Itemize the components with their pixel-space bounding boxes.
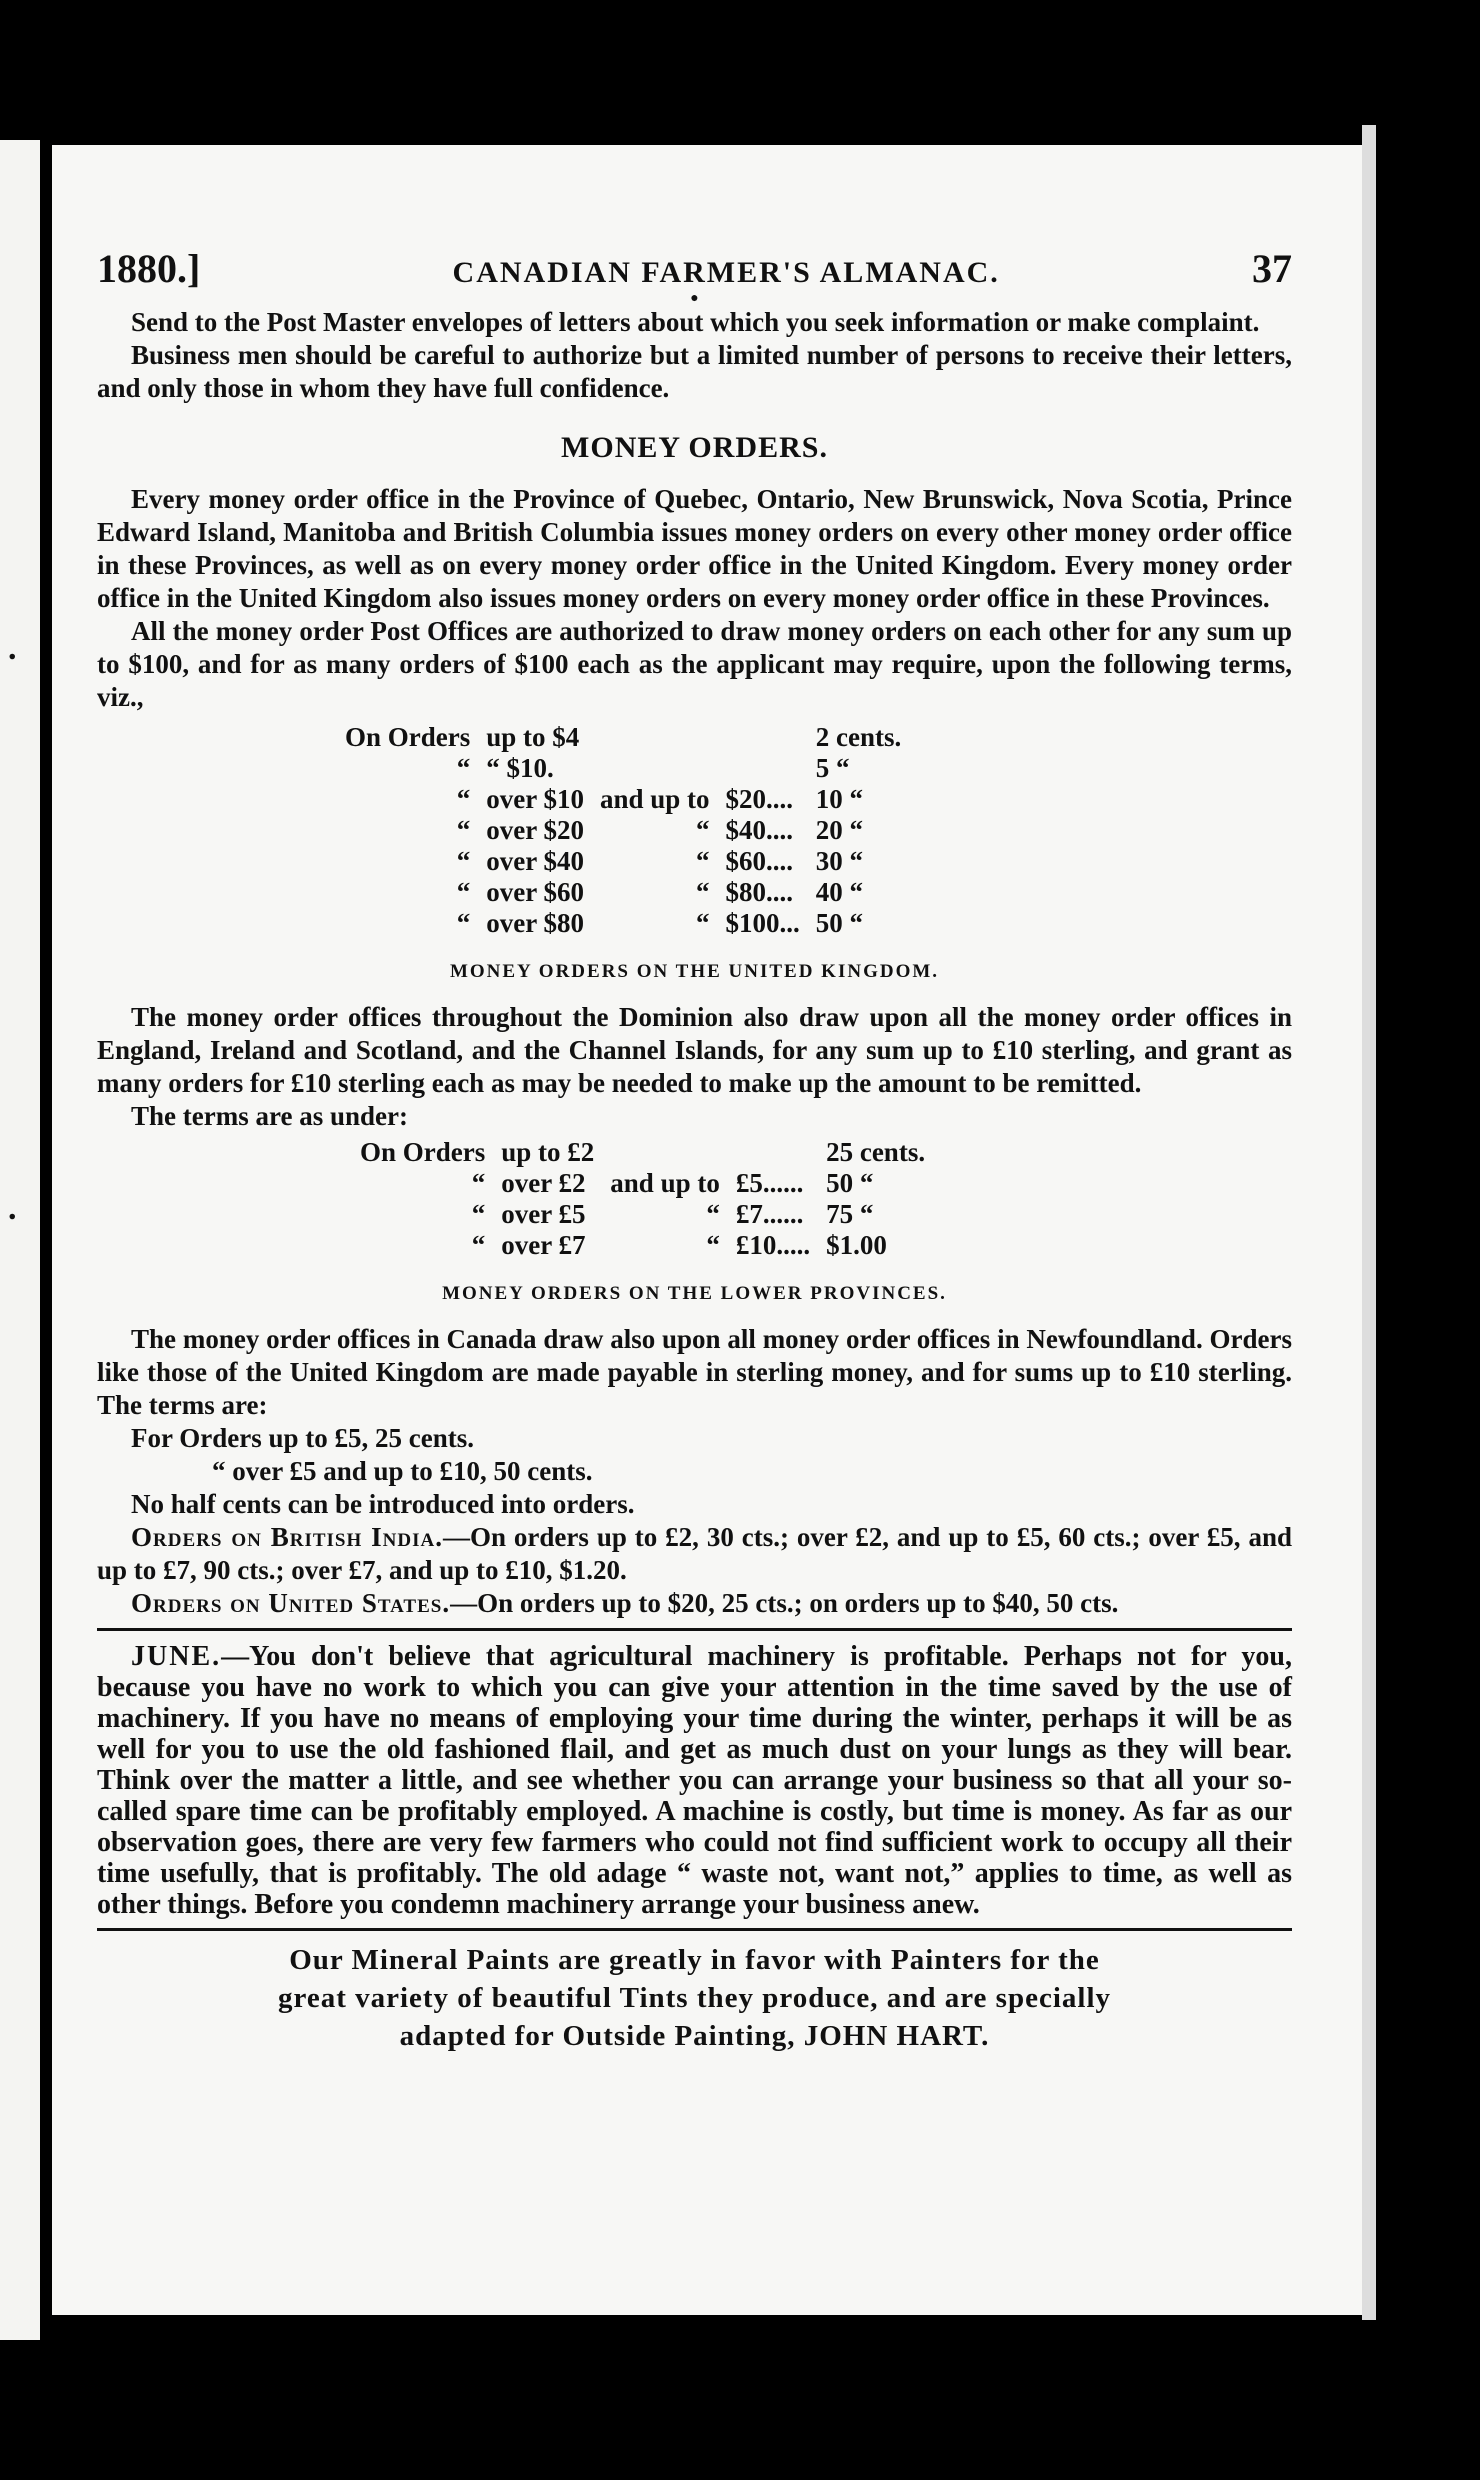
rate-cell: “: [456, 908, 471, 938]
rate-cell: up to £2: [501, 1137, 595, 1167]
rate-cell: over $80: [486, 908, 584, 938]
rate-cell: 30 “: [815, 846, 864, 876]
edge-glyph: .: [8, 630, 17, 667]
rate-cell: £7......: [735, 1199, 804, 1229]
rate-cell: “: [471, 1199, 486, 1229]
rate-row: [337, 784, 909, 815]
rate-cell: $60....: [725, 846, 794, 876]
rate-cell: and up to: [599, 784, 710, 814]
header-ornament: ●: [690, 291, 699, 306]
rate-row: [337, 908, 909, 939]
intro-paragraph-2: Business men should be careful to authorize but a limited number of persons to receive their letters, and only those in whom they have full confidence.: [97, 340, 1292, 403]
british-india-paragraph: [97, 1521, 1292, 1587]
united-states-text: —On orders up to $20, 25 cts.; on orders up to $40, 50 cts.: [450, 1588, 1119, 1618]
lower-provinces-paragraph: The money order offices in Canada draw also upon all money order offices in Newfoundland. Orders like those of the United Kingdom are made payable in sterling money, and for sums up to £10 sterling. The terms are:: [97, 1324, 1292, 1420]
rate-cell: 2 cents.: [815, 722, 902, 752]
rate-row: [337, 846, 909, 877]
rate-row: [337, 877, 909, 908]
uk-rates-table: [352, 1137, 933, 1261]
rate-cell: “: [456, 877, 471, 907]
british-india-text: —On orders up to £2, 30 cts.; over £2, and up to £5, 60 cts.; over £5, and up to £7, 90 cts.; over £7, and up to £10, $1.20.: [97, 1522, 1292, 1585]
rate-cell: “: [456, 846, 471, 876]
rate-cell: and up to: [610, 1168, 720, 1198]
money-orders-paragraph-1: Every money order office in the Province of Quebec, Ontario, New Brunswick, Nova Scotia, Prince Edward Island, Manitoba and British Columbia issues money orders on every other money order office in these Provinces, as well as on every money order office in the United Kingdom. Every money order office in the United Kingdom also issues money orders on every money order office in these Provinces.: [97, 484, 1292, 613]
rate-cell: $40....: [725, 815, 794, 845]
page-content: [97, 245, 1292, 2055]
june-paragraph: [97, 1641, 1292, 1920]
uk-heading: MONEY ORDERS ON THE UNITED KINGDOM.: [449, 961, 940, 982]
rate-cell: over $40: [486, 846, 584, 876]
rate-cell: 75 “: [826, 1199, 874, 1229]
page-number: 37: [1252, 246, 1292, 291]
rate-cell: “: [696, 815, 710, 845]
june-label: JUNE.: [131, 1641, 222, 1672]
rate-cell: 25 cents.: [826, 1137, 926, 1167]
header-title: CANADIAN FARMER'S ALMANAC.: [452, 256, 1000, 289]
rate-cell: £5......: [735, 1168, 804, 1198]
rate-cell: 20 “: [815, 815, 864, 845]
advert-line-3: adapted for Outside Painting, JOHN HART.: [399, 2020, 990, 2052]
advert-line-1: Our Mineral Paints are greatly in favor with Painters for the: [289, 1944, 1100, 1976]
uk-paragraph-1: The money order offices throughout the Dominion also draw upon all the money order offices in England, Ireland and Scotland, and the Channel Islands, for any sum up to £10 sterling, and grant as many orders for £10 sterling each as may be needed to make up the amount to be remitted.: [97, 1002, 1292, 1098]
lower-provinces-heading: MONEY ORDERS ON THE LOWER PROVINCES.: [442, 1283, 947, 1304]
rate-cell: “: [696, 908, 710, 938]
rate-cell: over $60: [486, 877, 584, 907]
rate-cell: over £7: [501, 1230, 586, 1260]
rate-cell: $20....: [725, 784, 794, 814]
rate-cell: 50 “: [815, 908, 864, 938]
money-orders-heading: MONEY ORDERS.: [561, 431, 828, 464]
rate-cell: “: [696, 877, 710, 907]
rate-cell: “: [706, 1199, 720, 1229]
header-year: 1880.]: [97, 246, 201, 291]
rate-cell: [592, 722, 718, 753]
rate-cell: “: [456, 784, 471, 814]
rate-cell: “: [706, 1230, 720, 1260]
rate-cell: [718, 722, 808, 753]
rate-row: [352, 1230, 933, 1261]
rate-cell: [602, 1137, 728, 1168]
rate-cell: [592, 753, 718, 784]
almanac-page: [52, 145, 1362, 2315]
rate-cell: [718, 753, 808, 784]
rate-cell: $80....: [725, 877, 794, 907]
domestic-rates-table: [337, 722, 909, 939]
running-header: [97, 245, 1292, 292]
lower-provinces-line-1: For Orders up to £5, 25 cents.: [131, 1423, 474, 1453]
rate-cell: [728, 1137, 818, 1168]
rate-cell: over £2: [501, 1168, 586, 1198]
rate-cell: over $20: [486, 815, 584, 845]
rate-cell: “: [456, 753, 471, 783]
rate-cell: “: [456, 815, 471, 845]
rate-cell: On Orders: [360, 1137, 486, 1167]
lower-provinces-line-3: No half cents can be introduced into orders.: [131, 1489, 635, 1519]
rate-cell: over $10: [486, 784, 584, 814]
rate-cell: “: [471, 1168, 486, 1198]
money-orders-paragraph-2: All the money order Post Offices are authorized to draw money orders on each other for any sum up to $100, and for as many orders of $100 each as the applicant may require, upon the following terms, viz.,: [97, 616, 1292, 712]
rate-cell: $100...: [725, 908, 800, 938]
united-states-label: Orders on United States.: [131, 1588, 451, 1618]
june-text: —You don't believe that agricultural machinery is profitable. Perhaps not for you, because you have no work to which you can give your attention in the time saved by the use of machinery. If you have no means of employing your time during the winter, perhaps it will be as well for you to use the old fashioned flail, and get as much dust on your lungs as they will bear. Think over the matter a little, and see whether you can arrange your business so that all your so-called spare time can be profitably employed. A machine is costly, but time is money. As far as our observation goes, there are very few farmers who could not find sufficient work to occupy all their time usefully, that is profitably. The old adage “ waste not, want not,” applies to time, as well as other things. Before you condemn machinery arrange your business anew.: [97, 1641, 1292, 1920]
rate-cell: 40 “: [815, 877, 864, 907]
advert-line-2: great variety of beautiful Tints they produce, and are specially: [277, 1982, 1112, 2014]
rate-cell: £10.....: [735, 1230, 811, 1260]
rate-row: [337, 753, 909, 784]
rate-row: [337, 722, 909, 753]
rate-cell: 5 “: [815, 753, 850, 783]
united-states-paragraph: [97, 1587, 1292, 1620]
rate-cell: 50 “: [826, 1168, 874, 1198]
rate-row: [352, 1199, 933, 1230]
rate-cell: over £5: [501, 1199, 586, 1229]
advert-rule: [97, 1928, 1292, 1931]
rate-row: [337, 815, 909, 846]
adjacent-page-edge: [0, 140, 40, 2340]
rate-cell: “: [696, 846, 710, 876]
rate-cell: “ $10.: [486, 753, 554, 783]
section-rule: [97, 1628, 1292, 1631]
lower-provinces-line-2: “ over £5 and up to £10, 50 cents.: [212, 1456, 593, 1486]
british-india-label: Orders on British India.: [131, 1522, 443, 1552]
rate-row: [352, 1168, 933, 1199]
intro-paragraph-1: Send to the Post Master envelopes of letters about which you seek information or make complaint.: [131, 307, 1260, 337]
rate-cell: 10 “: [815, 784, 864, 814]
rate-cell: $1.00: [826, 1230, 887, 1260]
rate-cell: “: [471, 1230, 486, 1260]
rate-row: [352, 1137, 933, 1168]
rate-cell: On Orders: [345, 722, 471, 752]
uk-paragraph-2: The terms are as under:: [131, 1101, 408, 1131]
edge-glyph: .: [8, 1190, 17, 1227]
rate-cell: up to $4: [486, 722, 580, 752]
page-shadow: [1362, 125, 1376, 2320]
advertisement: [97, 1941, 1292, 2055]
